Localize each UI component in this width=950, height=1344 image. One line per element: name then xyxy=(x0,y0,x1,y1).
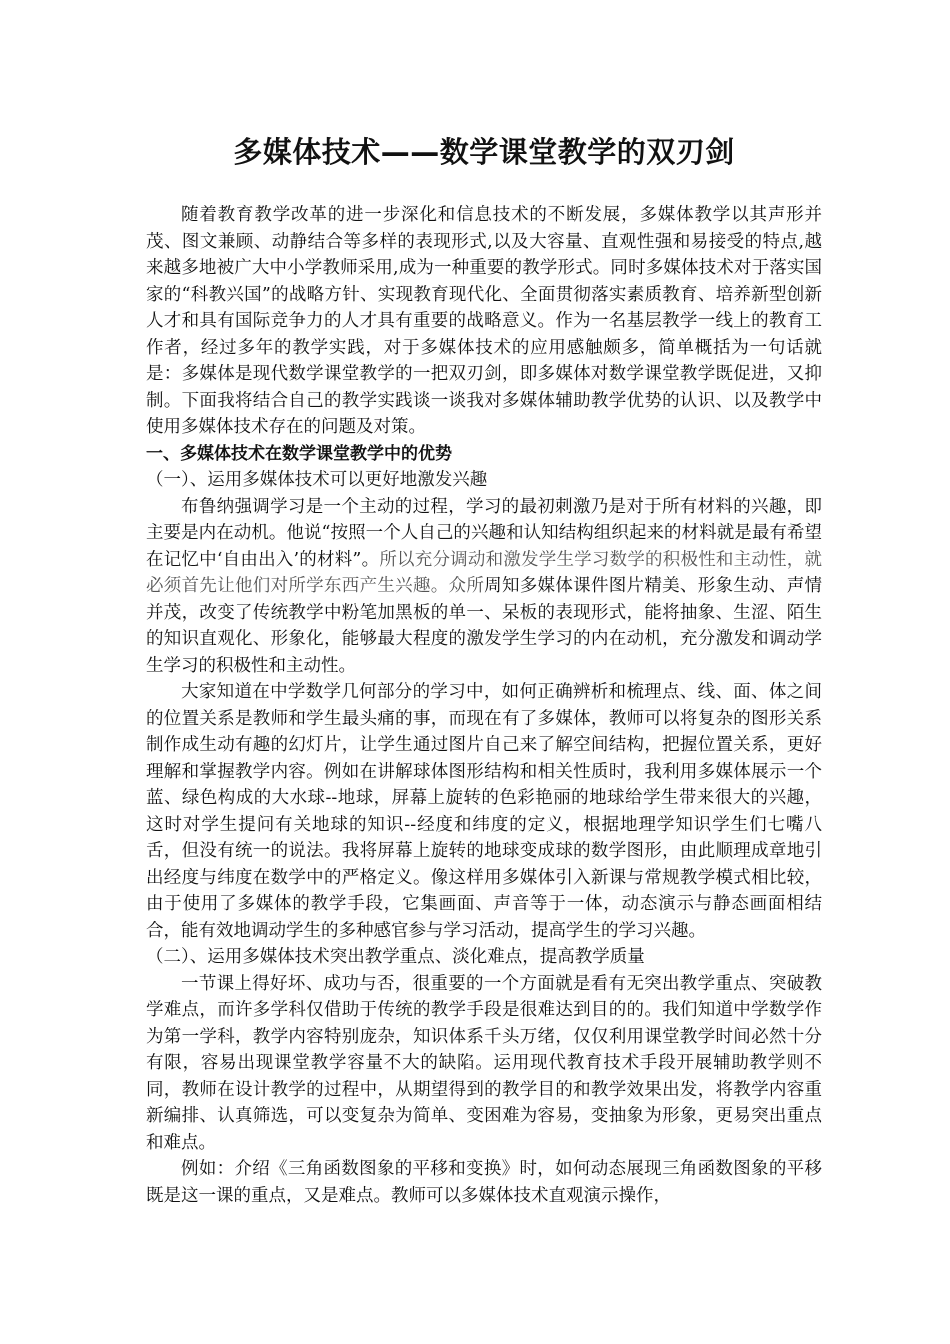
document-page xyxy=(146,132,822,1209)
paragraph-text: 布鲁纳强调学习是一个主动的过程，学习的最初刺激乃是对于所有材料的兴趣，即主要是内在动机。他说“按照一个人自己的兴趣和认知结构组织起来的材料就是最有希望在记忆中‘自由出入’的材料”。 xyxy=(146,496,822,570)
paragraph-text: 周知多媒体课件图片精美、形象生动、声情并茂，改变了传统教学中粉笔加黑板的单一、呆板的表现形式，能将抽象、生涩、陌生的知识直观化、形象化，能够最大程度的激发学生学习的内在动机，充分激发和调动学生学习的积极性和主动性。 xyxy=(146,576,823,676)
intro-paragraph: 随着教育教学改革的进一步深化和信息技术的不断发展，多媒体教学以其声形并茂、图文兼顾、动静结合等多样的表现形式,以及大容量、直观性强和易接受的特点,越来越多地被广大中小学教师采用,成为一种重要的教学形式。同时多媒体技术对于落实国家的“科教兴国”的战略方针、实现教育现代化、全面贯彻落实素质教育、培养新型创新人才和具有国际竞争力的人才具有重要的战略意义。作为一名基层教学一线上的教育工作者，经过多年的教学实践，对于多媒体技术的应用感触颇多，简单概括为一句话就是：多媒体是现代数学课堂教学的一把双刃剑，即多媒体对数学课堂教学既促进，又抑制。下面我将结合自己的教学实践谈一谈我对多媒体辅助教学优势的认识、以及教学中使用多媒体技术存在的问题及对策。 xyxy=(146,205,822,437)
paragraph-text-grey: 所以充分调动和激发学生学习数学的积极性和主动性，就必须首先让他们对所学东西产生兴趣。众所 xyxy=(146,549,822,596)
subsection-2-heading: （二）、运用多媒体技术突出教学重点、淡化难点，提高教学质量 xyxy=(146,947,645,967)
section-1-heading: 一、多媒体技术在数学课堂教学中的优势 xyxy=(146,443,452,464)
subsection-2-paragraph-1: 一节课上得好坏、成功与否，很重要的一个方面就是看有无突出教学重点、突破教学难点，而许多学科仅借助于传统的教学手段是很难达到目的的。我们知道中学数学作为第一学科，教学内容特别庞杂，知识体系千头万绪，仅仅利用课堂教学时间必然十分有限，容易出现课堂教学容量不大的缺陷。运用现代教育技术手段开展辅助教学则不同，教师在设计教学的过程中，从期望得到的教学目的和教学效果出发，将教学内容重新编排、认真筛选，可以变复杂为简单、变困难为容易，变抽象为形象，更易突出重点和难点。 xyxy=(146,973,822,1153)
subsection-1-paragraph-2: 大家知道在中学数学几何部分的学习中，如何正确辨析和梳理点、线、面、体之间的位置关系是教师和学生最头痛的事，而现在有了多媒体，教师可以将复杂的图形关系制作成生动有趣的幻灯片，让学生通过图片自己来了解空间结构，把握位置关系，更好理解和掌握教学内容。例如在讲解球体图形结构和相关性质时，我利用多媒体展示一个蓝、绿色构成的大水球--地球，屏幕上旋转的色彩艳丽的地球给学生带来很大的兴趣，这时对学生提问有关地球的知识--经度和纬度的定义，根据地理学知识学生们七嘴八舌，但没有统一的说法。我将屏幕上旋转的地球变成球的数学图形，由此顺理成章地引出经度与纬度在数学中的严格定义。像这样用多媒体引入新课与常规教学模式相比较，由于使用了多媒体的教学手段，它集画面、声音等于一体，动态演示与静态画面相结合，能有效地调动学生的多种感官参与学习活动，提高学生的学习兴趣。 xyxy=(146,682,822,941)
subsection-1-heading: （一）、运用多媒体技术可以更好地激发兴趣 xyxy=(146,470,488,490)
subsection-1-paragraph-1 xyxy=(146,494,822,680)
document-title: 多媒体技术——数学课堂教学的双刃剑 xyxy=(233,135,735,169)
subsection-2-paragraph-2: 例如：介绍《三角函数图象的平移和变换》时，如何动态展现三角函数图象的平移既是这一课的重点，又是难点。教师可以多媒体技术直观演示操作， xyxy=(146,1159,822,1206)
